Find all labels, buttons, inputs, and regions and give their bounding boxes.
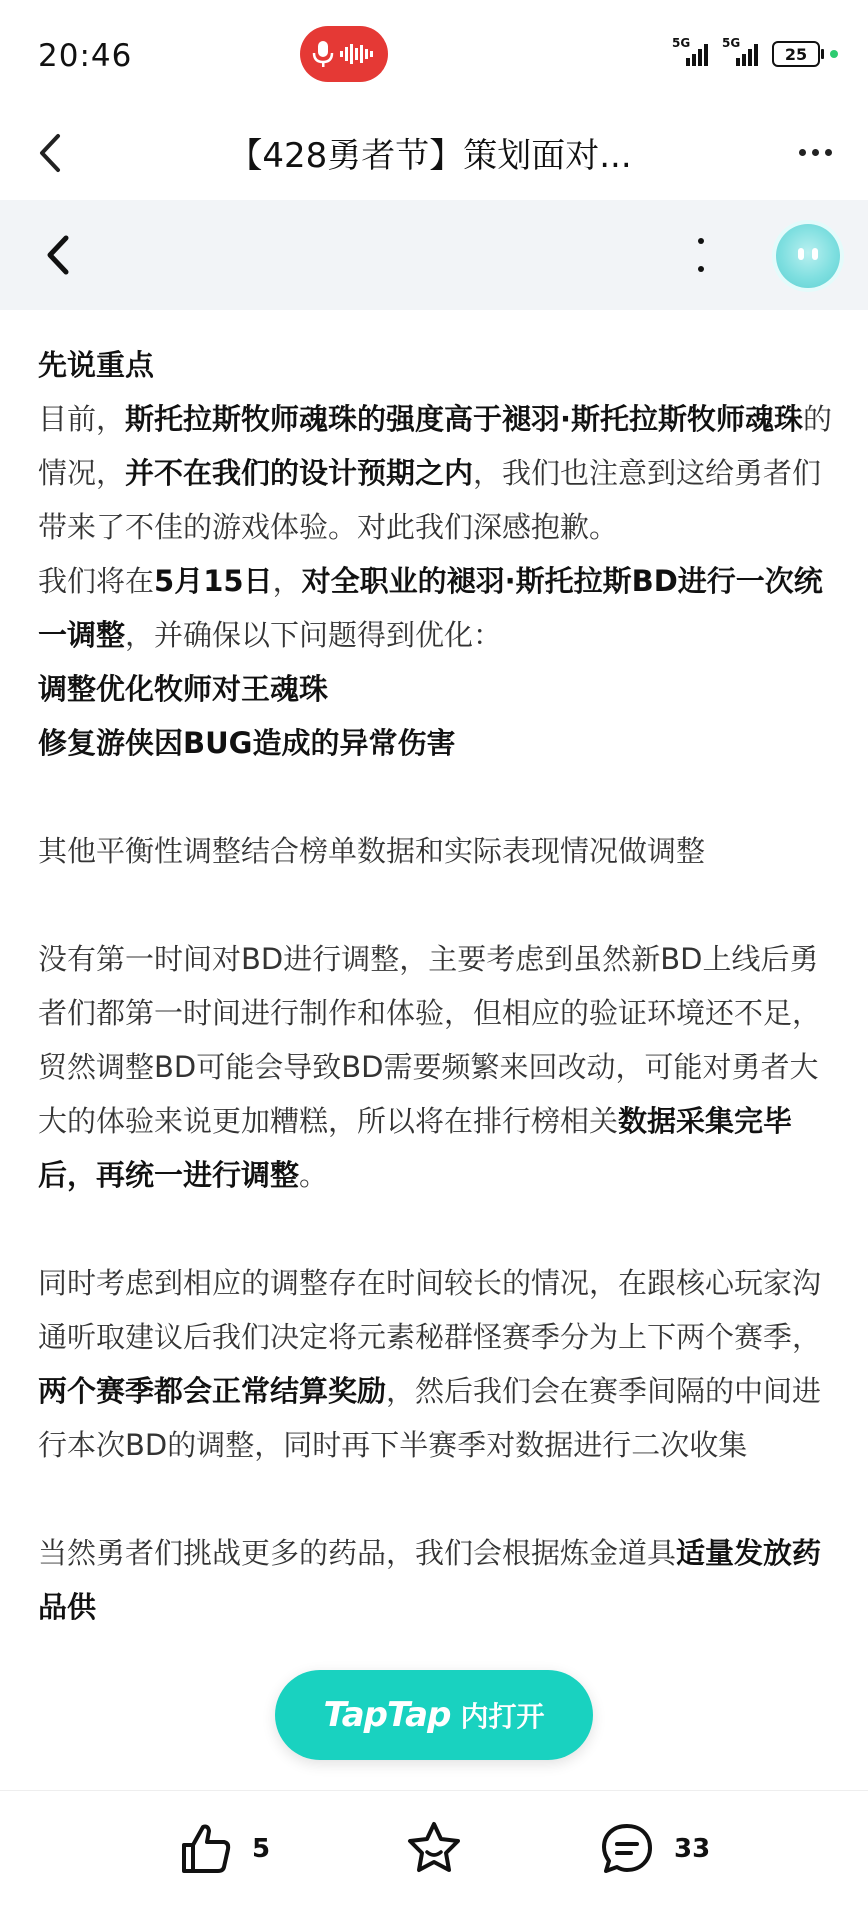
emphasis-text: 并不在我们的设计预期之内 xyxy=(125,456,474,490)
microphone-icon xyxy=(312,39,334,69)
paragraph-3: 其他平衡性调整结合榜单数据和实际表现情况做调整 xyxy=(38,834,706,868)
paragraph-2 xyxy=(38,554,838,662)
body-text: 。 xyxy=(299,1158,329,1192)
dot-icon xyxy=(799,149,806,156)
like-count: 5 xyxy=(252,1834,271,1864)
status-indicators xyxy=(672,36,838,68)
battery-level: 25 xyxy=(784,44,808,64)
eye-icon xyxy=(798,248,804,260)
dot-icon xyxy=(698,266,704,272)
open-in-taptap-button[interactable] xyxy=(275,1670,593,1760)
status-bar xyxy=(0,0,868,110)
emphasis-text: 两个赛季都会正常结算奖励 xyxy=(38,1374,387,1408)
body-text: 没有第一时间对BD进行调整，主要考虑到虽然新BD上线后勇者们都第一时间进行制作和体验，但相应的验证环境还不足，贸然调整BD可能会导致BD需要频繁来回改动，可能对勇者大大的体验来说更加糟糕，所以将在排行榜相关 xyxy=(38,942,822,1138)
body-text: 目前， xyxy=(38,402,126,436)
paragraph-4 xyxy=(38,932,838,1202)
comment-icon xyxy=(598,1820,656,1878)
privacy-dot-icon xyxy=(830,50,838,58)
signal-1: 5G xyxy=(672,40,712,68)
emphasis-text: 适量发放药品供 xyxy=(38,1536,822,1624)
body-text: ，然后我们会在赛季间隔的中间进行本次BD的调整，同时再下半赛季对数据进行二次收集 xyxy=(38,1374,822,1462)
open-in-app-label: 内打开 xyxy=(460,1700,545,1733)
signal-2: 5G xyxy=(722,40,762,68)
body-text: ，我们也注意到这给勇者们带来了不佳的游戏体验。对此我们深感抱歉。 xyxy=(38,456,822,544)
taptap-logo: TapTap xyxy=(323,1695,451,1735)
eye-icon xyxy=(812,248,818,260)
dot-icon xyxy=(698,238,704,244)
body-text: ， xyxy=(272,564,302,598)
emphasis-text: 对全职业的褪羽·斯托拉斯BD进行一次统一调整 xyxy=(38,564,823,652)
thumbs-up-icon xyxy=(178,1821,234,1877)
emphasis-text: 数据采集完毕后，再统一进行调整 xyxy=(38,1104,793,1192)
list-item-2: 修复游侠因BUG造成的异常伤害 xyxy=(38,726,456,760)
page-title: 【428勇者节】策划面对... xyxy=(228,136,632,176)
comment-button[interactable] xyxy=(598,1819,710,1879)
browser-header xyxy=(0,110,868,200)
chevron-left-icon xyxy=(36,230,86,280)
body-text: ，并确保以下问题得到优化： xyxy=(125,618,503,652)
body-text: 我们将在 xyxy=(38,564,155,598)
paragraph-6 xyxy=(38,1526,838,1634)
dot-icon xyxy=(812,149,819,156)
kebab-menu-button[interactable] xyxy=(694,238,708,272)
star-face-icon xyxy=(405,1820,463,1878)
soundwave-icon xyxy=(340,42,376,66)
battery-icon xyxy=(772,41,820,67)
back-button[interactable] xyxy=(28,128,78,178)
emphasis-text: 5月15日 xyxy=(154,564,273,598)
paragraph-5 xyxy=(38,1256,838,1472)
comment-count: 33 xyxy=(674,1834,711,1864)
emphasis-text: 斯托拉斯牧师魂珠的强度高于褪羽·斯托拉斯牧师魂珠 xyxy=(125,402,804,436)
chevron-left-icon xyxy=(28,128,78,178)
bot-avatar-icon[interactable] xyxy=(776,224,840,288)
inner-back-button[interactable] xyxy=(36,230,86,280)
bottom-action-bar xyxy=(0,1790,868,1921)
body-text: 同时考虑到相应的调整存在时间较长的情况，在跟核心玩家沟通听取建议后我们决定将元素秘群怪赛季分为上下两个赛季， xyxy=(38,1266,822,1354)
app-bar xyxy=(0,200,868,310)
body-text: 的情况， xyxy=(38,402,833,490)
like-button[interactable] xyxy=(178,1819,270,1879)
paragraph-1 xyxy=(38,392,838,554)
article-body xyxy=(38,338,838,1634)
list-item-1: 调整优化牧师对王魂珠 xyxy=(38,672,329,706)
body-text: 当然勇者们挑战更多的药品，我们会根据炼金道具 xyxy=(38,1536,677,1570)
section-heading: 先说重点 xyxy=(38,348,155,382)
dot-icon xyxy=(825,149,832,156)
more-options-button[interactable] xyxy=(790,132,840,172)
status-time: 20:46 xyxy=(38,38,133,74)
favorite-button[interactable] xyxy=(405,1819,463,1879)
voice-recording-indicator[interactable] xyxy=(300,26,388,82)
